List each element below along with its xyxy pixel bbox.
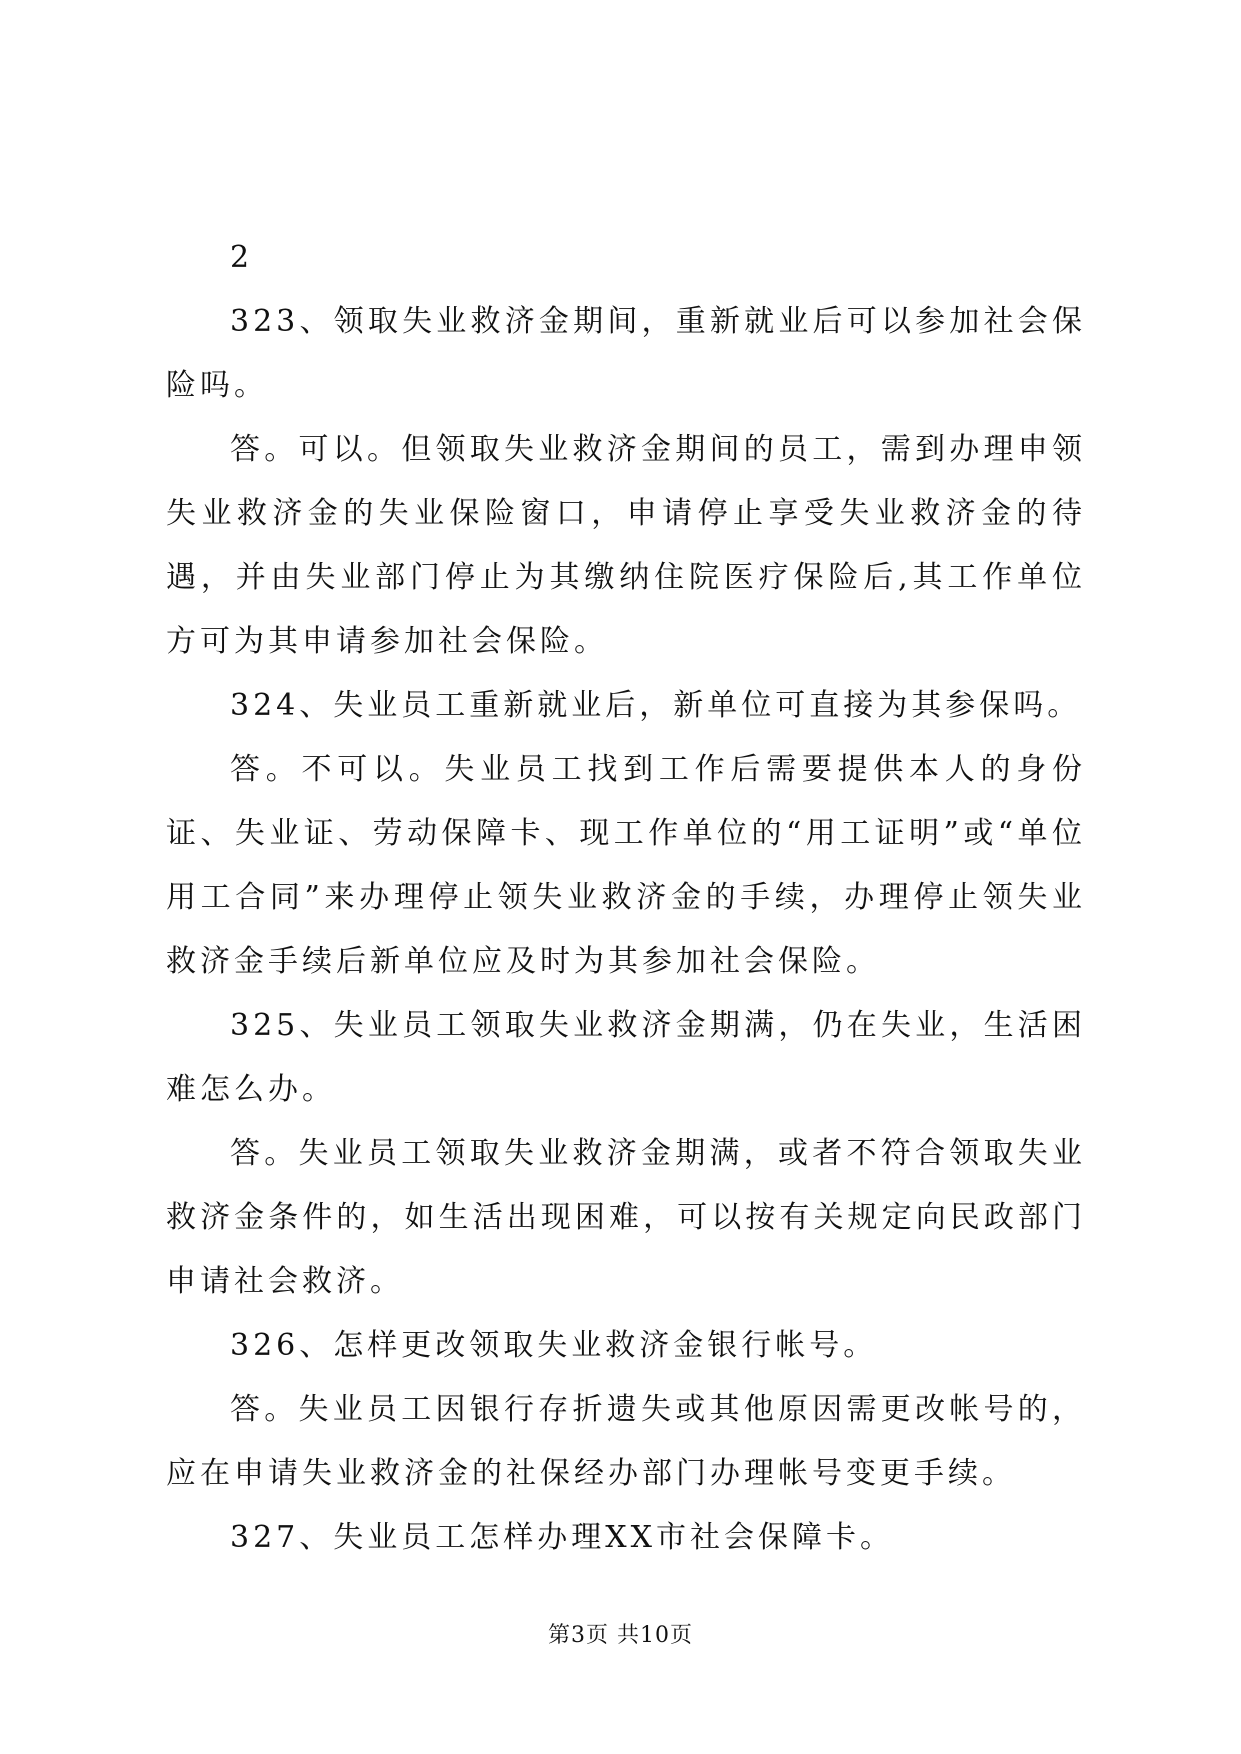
question-325: 325、失业员工领取失业救济金期满，仍在失业，生活困难怎么办。 — [166, 1008, 1086, 1107]
page-number-fragment: 2 — [230, 240, 254, 275]
question-327: 327、失业员工怎样办理XX市社会保障卡。 — [230, 1520, 894, 1555]
document-body — [166, 226, 1086, 1570]
answer-323: 答。可以。但领取失业救济金期间的员工，需到办理申领失业救济金的失业保险窗口，申请停止享受失业救济金的待遇，并由失业部门停止为其缴纳住院医疗保险后,其工作单位方可为其申请参加社会保险。 — [166, 432, 1086, 659]
answer-325: 答。失业员工领取失业救济金期满，或者不符合领取失业救济金条件的，如生活出现困难，可以按有关规定向民政部门申请社会救济。 — [166, 1136, 1086, 1299]
question-326: 326、怎样更改领取失业救济金银行帐号。 — [230, 1328, 878, 1363]
question-323: 323、领取失业救济金期间，重新就业后可以参加社会保险吗。 — [166, 304, 1086, 403]
answer-324: 答。不可以。失业员工找到工作后需要提供本人的身份证、失业证、劳动保障卡、现工作单位的“用工证明”或“单位用工合同”来办理停止领失业救济金的手续，办理停止领失业救济金手续后新单位应及时为其参加社会保险。 — [166, 752, 1086, 979]
question-324: 324、失业员工重新就业后，新单位可直接为其参保吗。 — [230, 688, 1082, 723]
answer-326: 答。失业员工因银行存折遗失或其他原因需更改帐号的，应在申请失业救济金的社保经办部门办理帐号变更手续。 — [166, 1392, 1086, 1491]
page-footer: 第3页 共10页 — [548, 1623, 693, 1648]
